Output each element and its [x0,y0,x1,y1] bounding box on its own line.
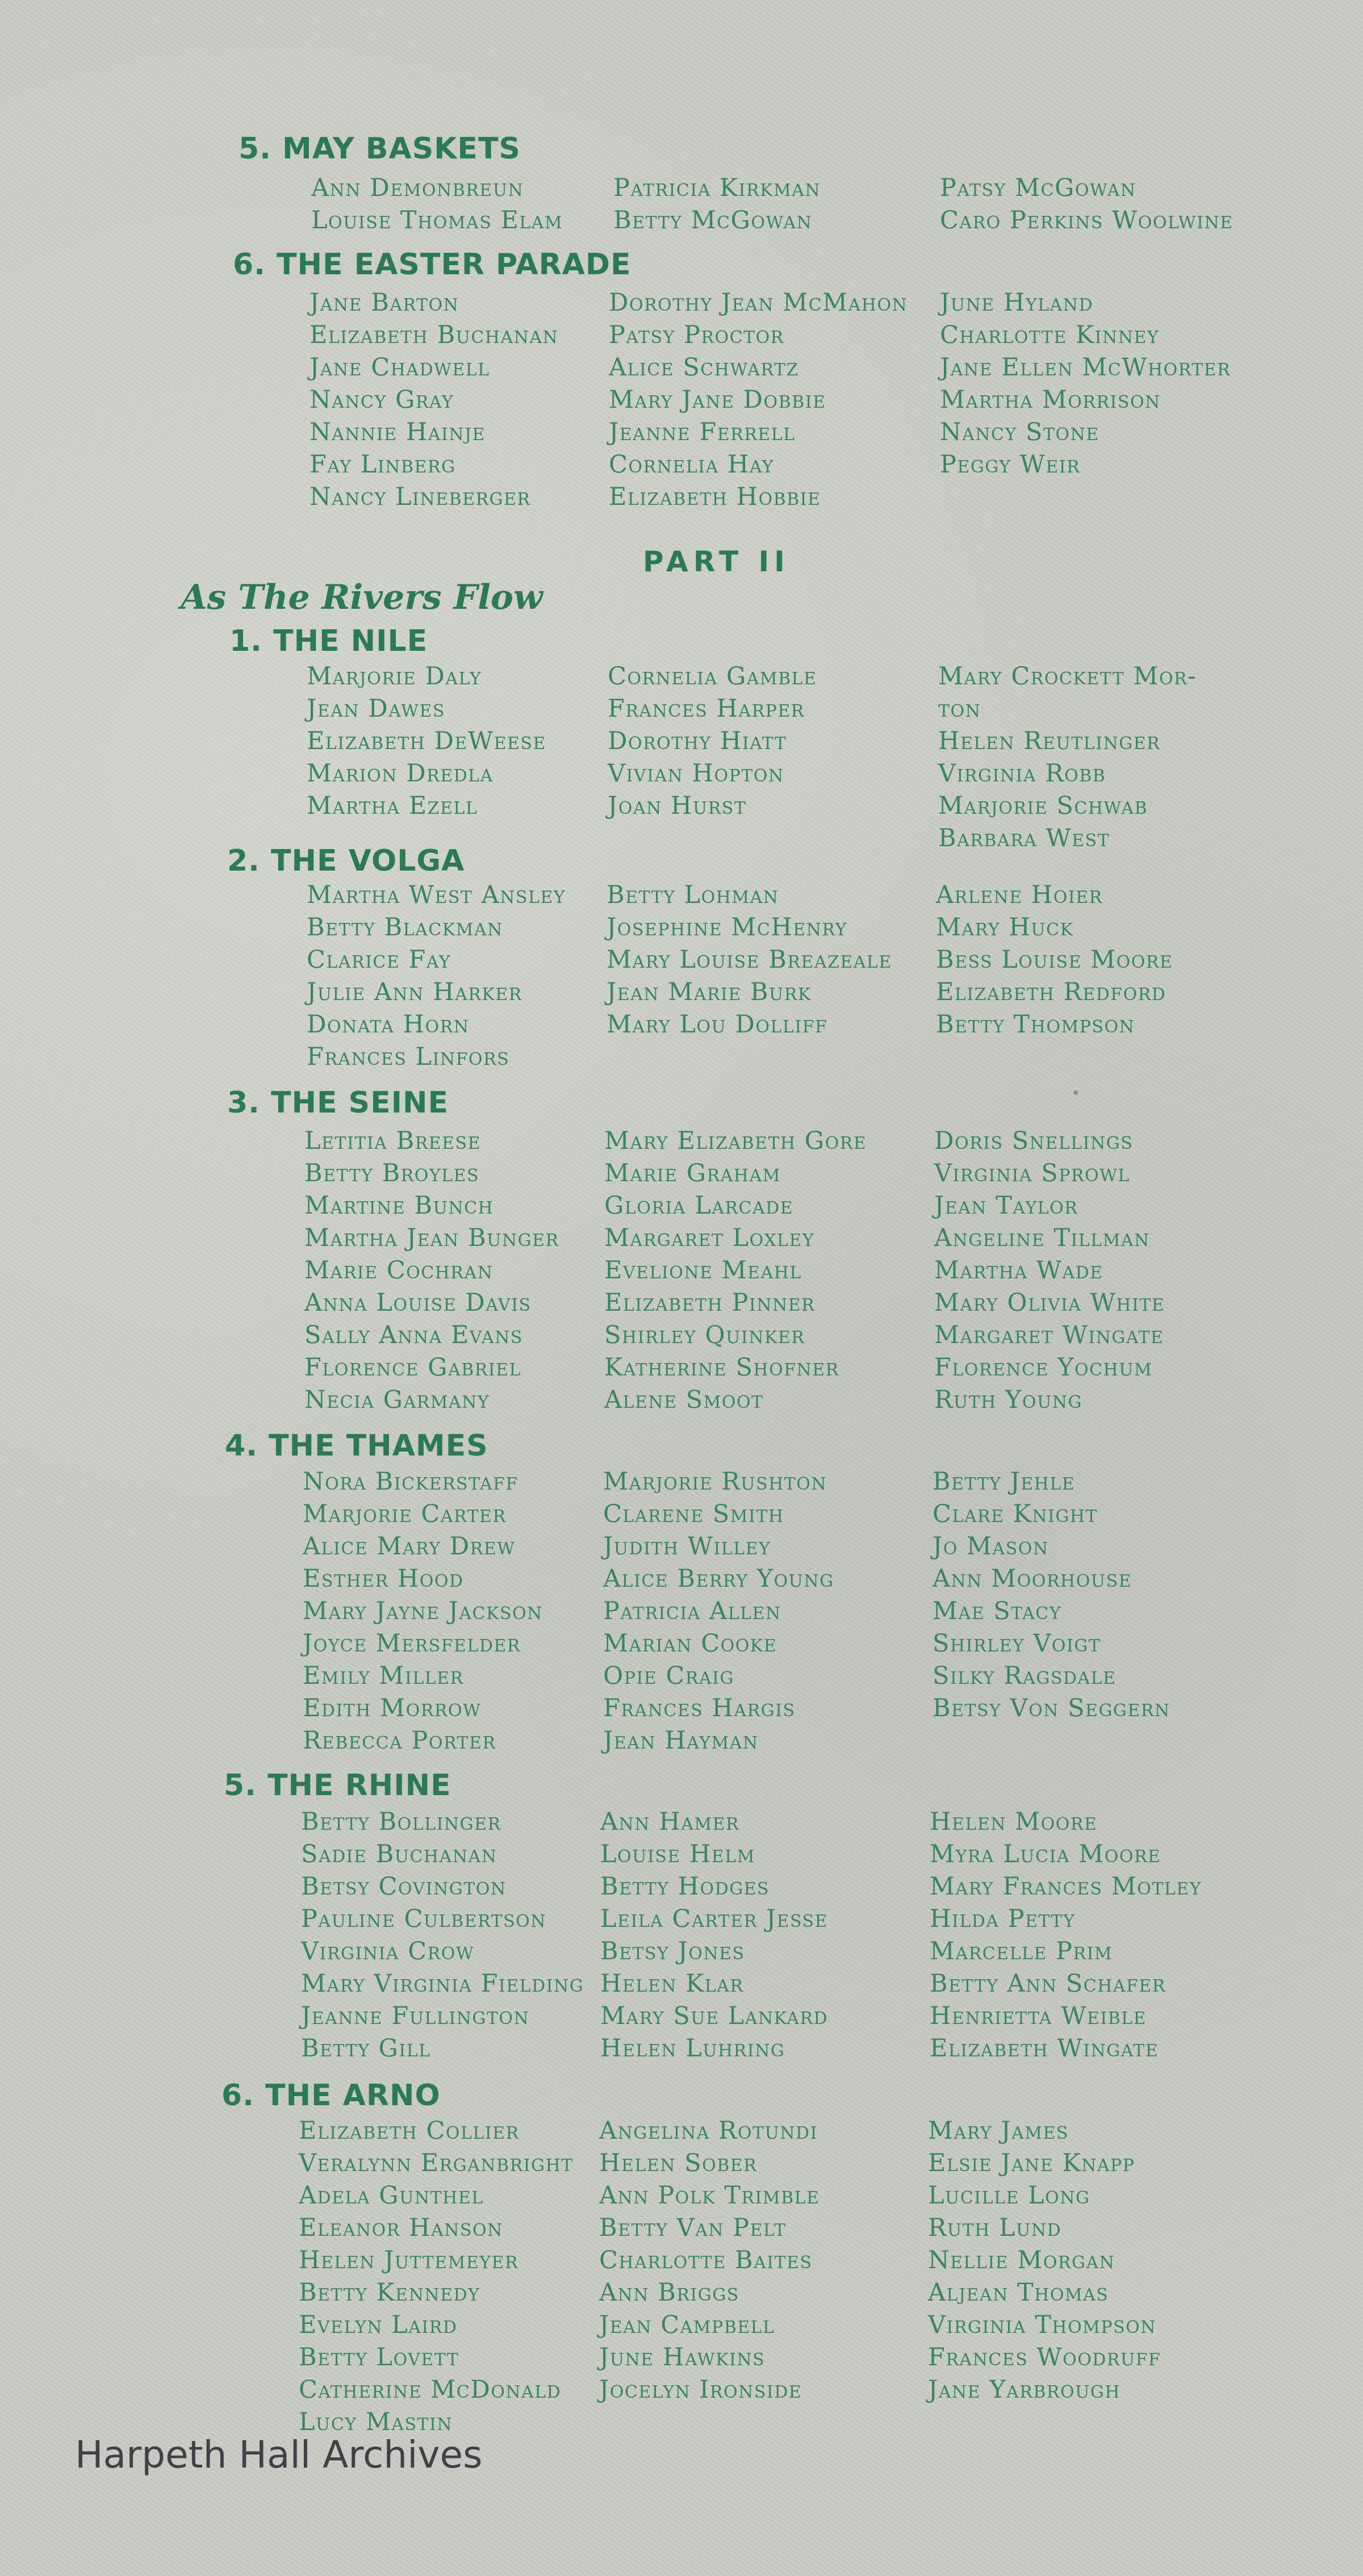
cast-member-name: Frances Hargis [603,1694,796,1722]
cast-member-name: Clarene Smith [603,1500,784,1528]
cast-member-name: Elizabeth Buchanan [310,321,559,349]
cast-member-name: Elizabeth DeWeese [307,727,546,755]
cast-member-name: Virginia Thompson [928,2311,1156,2339]
cast-member-name: Betsy Von Seggern [933,1694,1170,1722]
cast-member-name: Ann Hamer [600,1808,740,1836]
cast-member-name: Betty Van Pelt [599,2214,787,2242]
cast-member-name: Anna Louise Davis [304,1289,532,1317]
cast-member-name: Adela Gunthel [299,2181,484,2210]
cast-member-name: Betsy Covington [301,1872,507,1901]
cast-member-name: Helen Juttemeyer [299,2246,519,2274]
section-heading: 5. THE RHINE [224,1768,451,1803]
cast-member-name: Martine Bunch [304,1191,494,1220]
cast-member-name: Mary James [928,2117,1069,2145]
cast-member-name: Betty Kennedy [299,2278,480,2307]
cast-member-name: Marjorie Schwab [938,792,1148,820]
cast-member-name: Marjorie Rushton [603,1467,827,1496]
cast-member-name: Barbara West [938,824,1110,852]
cast-member-name: Esther Hood [303,1565,464,1593]
cast-member-name: Henrietta Weible [930,2002,1147,2030]
cast-member-name: Patricia Allen [603,1597,781,1625]
cast-member-name: Florence Yochum [934,1353,1153,1382]
cast-member-name: Charlotte Baites [599,2246,813,2274]
cast-member-name: Patsy McGowan [940,174,1136,202]
cast-member-name: Louise Thomas Elam [311,206,563,235]
cast-member-name: Joan Hurst [608,792,747,820]
cast-member-name: Lucille Long [928,2181,1090,2210]
cast-member-name: Dorothy Jean McMahon [609,288,908,317]
cast-member-name: Nannie Hainje [310,418,486,446]
cast-member-name: Helen Reutlinger [938,727,1161,755]
cast-member-name: Mary Jayne Jackson [303,1597,543,1625]
cast-member-name: Silky Ragsdale [933,1662,1117,1690]
cast-member-name: Evelyn Laird [299,2311,458,2339]
cast-member-name: Margaret Loxley [604,1224,815,1252]
cast-member-name: Frances Harper [608,695,805,723]
cast-member-name: Betty Jehle [933,1467,1076,1496]
cast-member-name: Elizabeth Hobbie [609,483,821,511]
part-label: PART II [643,545,790,578]
cast-member-name: Bess Louise Moore [936,946,1173,974]
cast-member-name: Mary Jane Dobbie [609,386,826,414]
cast-member-name: Katherine Shofner [604,1353,839,1382]
cast-member-name: Patricia Kirkman [613,174,821,202]
cast-member-name: Leila Carter Jesse [600,1905,828,1933]
cast-member-name: Joyce Mersfelder [303,1629,521,1658]
cast-member-name: Mary Olivia White [934,1289,1165,1317]
cast-member-name: Peggy Weir [940,450,1081,479]
cast-member-name: Betty Gill [301,2034,431,2063]
cast-member-name: Betty Lovett [299,2343,459,2372]
cast-member-name: Marjorie Daly [307,662,482,691]
cast-member-name: Betty Broyles [304,1159,480,1187]
cast-member-name: Necia Garmany [304,1386,490,1414]
cast-member-name: Mary Huck [936,913,1074,942]
cast-member-name: Frances Woodruff [928,2343,1161,2372]
cast-member-name: Catherine McDonald [299,2376,562,2404]
cast-member-name: Jean Taylor [934,1191,1078,1220]
cast-member-name: Alene Smoot [604,1386,764,1414]
cast-member-name: Jane Yarbrough [928,2376,1120,2404]
cast-member-name: Fay Linberg [310,450,456,479]
cast-member-name: Mary Lou Dolliff [607,1010,828,1039]
cast-member-name: Mary Frances Motley [930,1872,1202,1901]
section-heading: 1. THE NILE [229,624,428,658]
cast-member-name: Mae Stacy [933,1597,1062,1625]
cast-member-name: Nellie Morgan [928,2246,1115,2274]
cast-member-name: Marie Cochran [304,1256,494,1285]
cast-member-name: Elizabeth Collier [299,2117,520,2145]
cast-member-name: Cornelia Hay [609,450,775,479]
cast-member-name: Jeanne Fullington [301,2002,530,2030]
cast-member-name: Evelione Meahl [604,1256,802,1285]
cast-member-name: Dorothy Hiatt [608,727,787,755]
cast-member-name: Patsy Proctor [609,321,784,349]
cast-member-name: Nancy Lineberger [310,483,531,511]
cast-member-name: Elsie Jane Knapp [928,2149,1135,2177]
cast-member-name: Gloria Larcade [604,1191,794,1220]
cast-member-name: Mary Virginia Fielding [301,1969,584,1998]
cast-member-name: Ann Briggs [599,2278,739,2307]
cast-member-name: Alice Berry Young [603,1565,834,1593]
cast-member-name: Martha Ezell [307,792,478,820]
cast-member-name: Helen Luhring [600,2034,785,2063]
cast-member-name: Charlotte Kinney [940,321,1160,349]
cast-member-name: June Hyland [940,288,1094,317]
cast-member-name: Lucy Mastin [299,2408,453,2436]
cast-member-name: Hilda Petty [930,1905,1076,1933]
cast-member-name: Emily Miller [303,1662,464,1690]
cast-member-name: Jane Barton [310,288,459,317]
cast-member-name: Martha West Ansley [307,881,566,909]
cast-member-name: Betty Hodges [600,1872,770,1901]
cast-member-name: Donata Horn [307,1010,470,1039]
section-subtitle: As The Rivers Flow [181,578,543,617]
cast-member-name: Jane Chadwell [310,353,490,382]
cast-member-name: ton [938,695,981,723]
cast-member-name: Ruth Lund [928,2214,1062,2242]
cast-member-name: Eleanor Hanson [299,2214,503,2242]
cast-member-name: Shirley Voigt [933,1629,1101,1658]
cast-member-name: Jeanne Ferrell [609,418,796,446]
cast-member-name: Ann Moorhouse [933,1565,1132,1593]
cast-member-name: June Hawkins [599,2343,766,2372]
cast-member-name: Jean Hayman [603,1726,759,1755]
cast-member-name: Louise Helm [600,1840,755,1868]
cast-member-name: Letitia Breese [304,1127,481,1155]
cast-member-name: Mary Louise Breazeale [607,946,892,974]
cast-member-name: Virginia Robb [938,759,1106,788]
cast-member-name: Alice Mary Drew [303,1532,516,1561]
cast-member-name: Clare Knight [933,1500,1098,1528]
cast-member-name: Arlene Hoier [936,881,1103,909]
cast-member-name: Nora Bickerstaff [303,1467,519,1496]
cast-member-name: Jean Marie Burk [607,978,812,1006]
cast-member-name: Jane Ellen McWhorter [940,353,1231,382]
cast-member-name: Aljean Thomas [928,2278,1109,2307]
cast-member-name: Martha Jean Bunger [304,1224,559,1252]
cast-member-name: Marie Graham [604,1159,781,1187]
section-heading: 6. THE EASTER PARADE [233,248,632,282]
cast-member-name: Angelina Rotundi [599,2117,818,2145]
cast-member-name: Jocelyn Ironside [599,2376,802,2404]
cast-member-name: Elizabeth Wingate [930,2034,1159,2063]
section-heading: 3. THE SEINE [227,1086,449,1120]
cast-member-name: Opie Craig [603,1662,734,1690]
cast-member-name: Margaret Wingate [934,1321,1164,1349]
cast-member-name: Sadie Buchanan [301,1840,497,1868]
cast-member-name: Rebecca Porter [303,1726,496,1755]
cast-member-name: Jo Mason [933,1532,1049,1561]
cast-member-name: Virginia Crow [301,1937,475,1966]
cast-member-name: Martha Morrison [940,386,1161,414]
cast-member-name: Betty Lohman [607,881,779,909]
cast-member-name: Mary Crockett Mor- [938,662,1197,691]
cast-member-name: Jean Dawes [307,695,445,723]
cast-member-name: Betty McGowan [613,206,813,235]
cast-member-name: Frances Linfors [307,1043,510,1071]
cast-member-name: Myra Lucia Moore [930,1840,1161,1868]
cast-member-name: Pauline Culbertson [301,1905,546,1933]
cast-member-name: Mary Sue Lankard [600,2002,829,2030]
cast-member-name: Marjorie Carter [303,1500,507,1528]
section-heading: 2. THE VOLGA [227,844,465,878]
cast-member-name: Nancy Stone [940,418,1099,446]
cast-member-name: Cornelia Gamble [608,662,817,691]
paper-speck [1073,1090,1078,1095]
archive-watermark: Harpeth Hall Archives [75,2433,483,2477]
cast-member-name: Vivian Hopton [608,759,784,788]
cast-member-name: Caro Perkins Woolwine [940,206,1234,235]
cast-member-name: Sally Anna Evans [304,1321,523,1349]
cast-member-name: Elizabeth Redford [936,978,1167,1006]
cast-member-name: Virginia Sprowl [934,1159,1130,1187]
cast-member-name: Florence Gabriel [304,1353,521,1382]
cast-member-name: Elizabeth Pinner [604,1289,816,1317]
cast-member-name: Helen Klar [600,1969,744,1998]
cast-member-name: Doris Snellings [934,1127,1134,1155]
cast-member-name: Nancy Gray [310,386,454,414]
cast-member-name: Marion Dredla [307,759,494,788]
cast-member-name: Helen Sober [599,2149,758,2177]
cast-member-name: Ann Demonbreun [311,174,524,202]
cast-member-name: Betty Bollinger [301,1808,501,1836]
cast-member-name: Betsy Jones [600,1937,745,1966]
cast-member-name: Helen Moore [930,1808,1098,1836]
cast-member-name: Angeline Tillman [934,1224,1150,1252]
cast-member-name: Shirley Quinker [604,1321,805,1349]
cast-member-name: Betty Thompson [936,1010,1135,1039]
cast-member-name: Betty Ann Schafer [930,1969,1166,1998]
cast-member-name: Marian Cooke [603,1629,777,1658]
cast-member-name: Ruth Young [934,1386,1082,1414]
cast-member-name: Alice Schwartz [609,353,799,382]
cast-member-name: Martha Wade [934,1256,1103,1285]
cast-member-name: Ann Polk Trimble [599,2181,820,2210]
section-heading: 6. THE ARNO [221,2079,441,2113]
cast-member-name: Julie Ann Harker [307,978,522,1006]
cast-member-name: Jean Campbell [599,2311,775,2339]
cast-member-name: Veralynn Erganbright [299,2149,574,2177]
cast-member-name: Judith Willey [603,1532,771,1561]
cast-member-name: Clarice Fay [307,946,451,974]
cast-member-name: Edith Morrow [303,1694,482,1722]
cast-member-name: Mary Elizabeth Gore [604,1127,867,1155]
cast-member-name: Josephine McHenry [607,913,847,942]
cast-member-name: Betty Blackman [307,913,503,942]
section-heading: 5. MAY BASKETS [239,132,521,166]
cast-member-name: Marcelle Prim [930,1937,1113,1966]
section-heading: 4. THE THAMES [225,1429,488,1463]
